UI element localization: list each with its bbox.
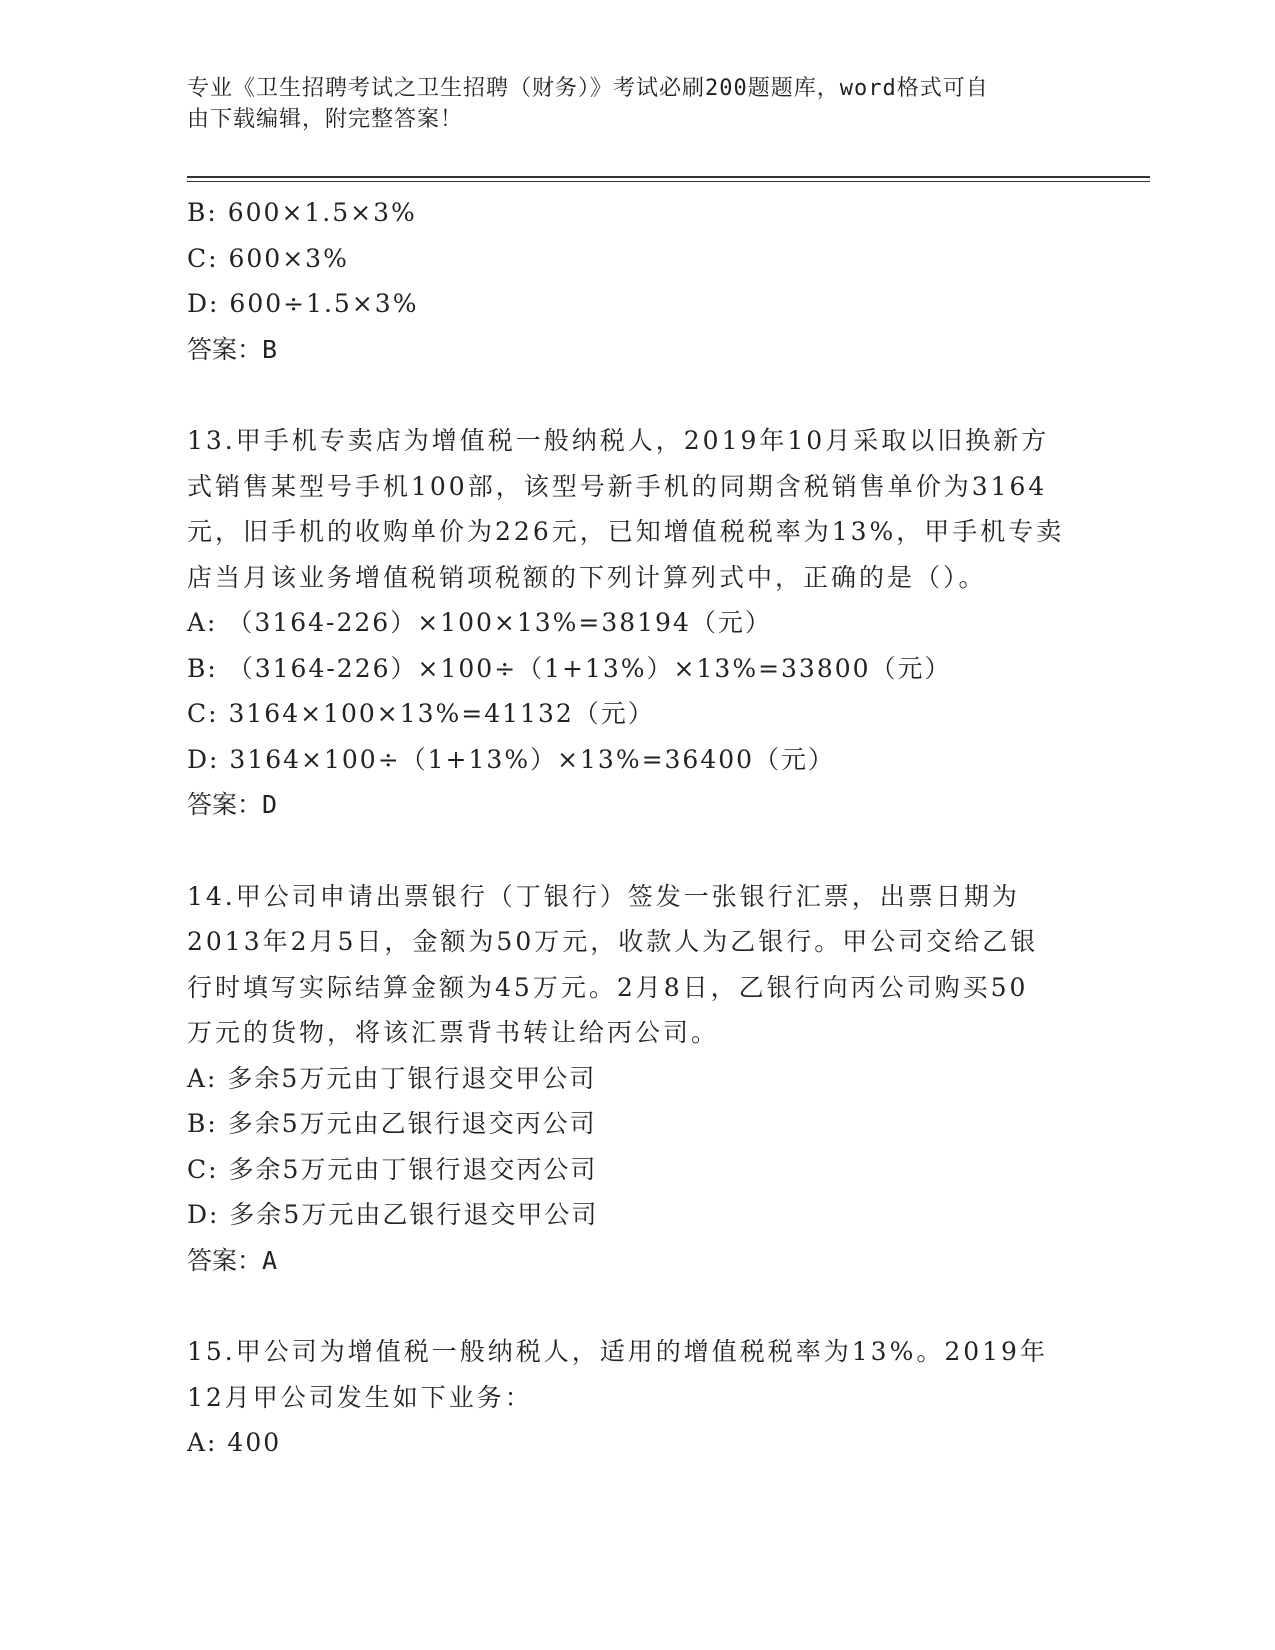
question-14 (187, 874, 1087, 1284)
option-c: C: 多余5万元由丁银行退交丙公司 (187, 1154, 598, 1184)
option-d: D: 3164×100÷（1+13%）×13%=36400（元） (187, 744, 836, 774)
question-stem-line: 13.甲手机专卖店为增值税一般纳税人，2019年10月采取以旧换新方 (187, 426, 1050, 455)
question-12-tail (187, 190, 1087, 372)
answer-line: 答案：B (187, 334, 278, 364)
answer-line: 答案：D (187, 790, 278, 819)
option-a: A: 多余5万元由丁银行退交甲公司 (187, 1063, 597, 1093)
option-c: C: 3164×100×13%=41132（元） (187, 699, 655, 728)
question-stem-line: 式销售某型号手机100部，该型号新手机的同期含税销售单价为3164 (187, 471, 1048, 501)
question-stem-line: 15.甲公司为增值税一般纳税人，适用的增值税税率为13%。2019年 (187, 1337, 1048, 1366)
header-line-1: 专业《卫生招聘考试之卫生招聘（财务）》考试必刷200题题库，word格式可自 (187, 76, 989, 101)
question-stem-line: 12月甲公司发生如下业务： (187, 1382, 533, 1412)
option-b: B: 600×1.5×3% (187, 198, 417, 227)
question-stem-line: 万元的货物，将该汇票背书转让给丙公司。 (187, 1018, 720, 1047)
question-stem-line: 2013年2月5日，金额为50万元，收款人为乙银行。甲公司交给乙银 (187, 927, 1039, 956)
question-13 (187, 418, 1087, 828)
option-c: C: 600×3% (187, 243, 349, 273)
option-a: A: （3164-226）×100×13%=38194（元） (187, 608, 772, 637)
document-header (187, 73, 1067, 135)
question-stem-line: 店当月该业务增值税销项税额的下列计算列式中，正确的是（）。 (187, 562, 987, 592)
option-d: D: 多余5万元由乙银行退交甲公司 (187, 1200, 599, 1229)
header-divider-thin (187, 181, 1150, 182)
option-b: B: 多余5万元由乙银行退交丙公司 (187, 1109, 597, 1138)
question-stem-line: 元，旧手机的收购单价为226元，已知增值税税率为13%，甲手机专卖 (187, 517, 1065, 546)
question-list (187, 190, 1087, 1466)
option-d: D: 600÷1.5×3% (187, 289, 419, 318)
question-stem-line: 行时填写实际结算金额为45万元。2月8日，乙银行向丙公司购买50 (187, 972, 1029, 1002)
option-a: A: 400 (187, 1428, 282, 1457)
header-divider-thick (187, 176, 1150, 178)
question-stem-line: 14.甲公司申请出票银行（丁银行）签发一张银行汇票，出票日期为 (187, 881, 1020, 911)
answer-line: 答案：A (187, 1245, 278, 1275)
option-b: B: （3164-226）×100÷（1+13%）×13%=33800（元） (187, 653, 952, 683)
header-line-2: 由下载编辑，附完整答案！ (187, 107, 464, 132)
question-15 (187, 1329, 1087, 1466)
